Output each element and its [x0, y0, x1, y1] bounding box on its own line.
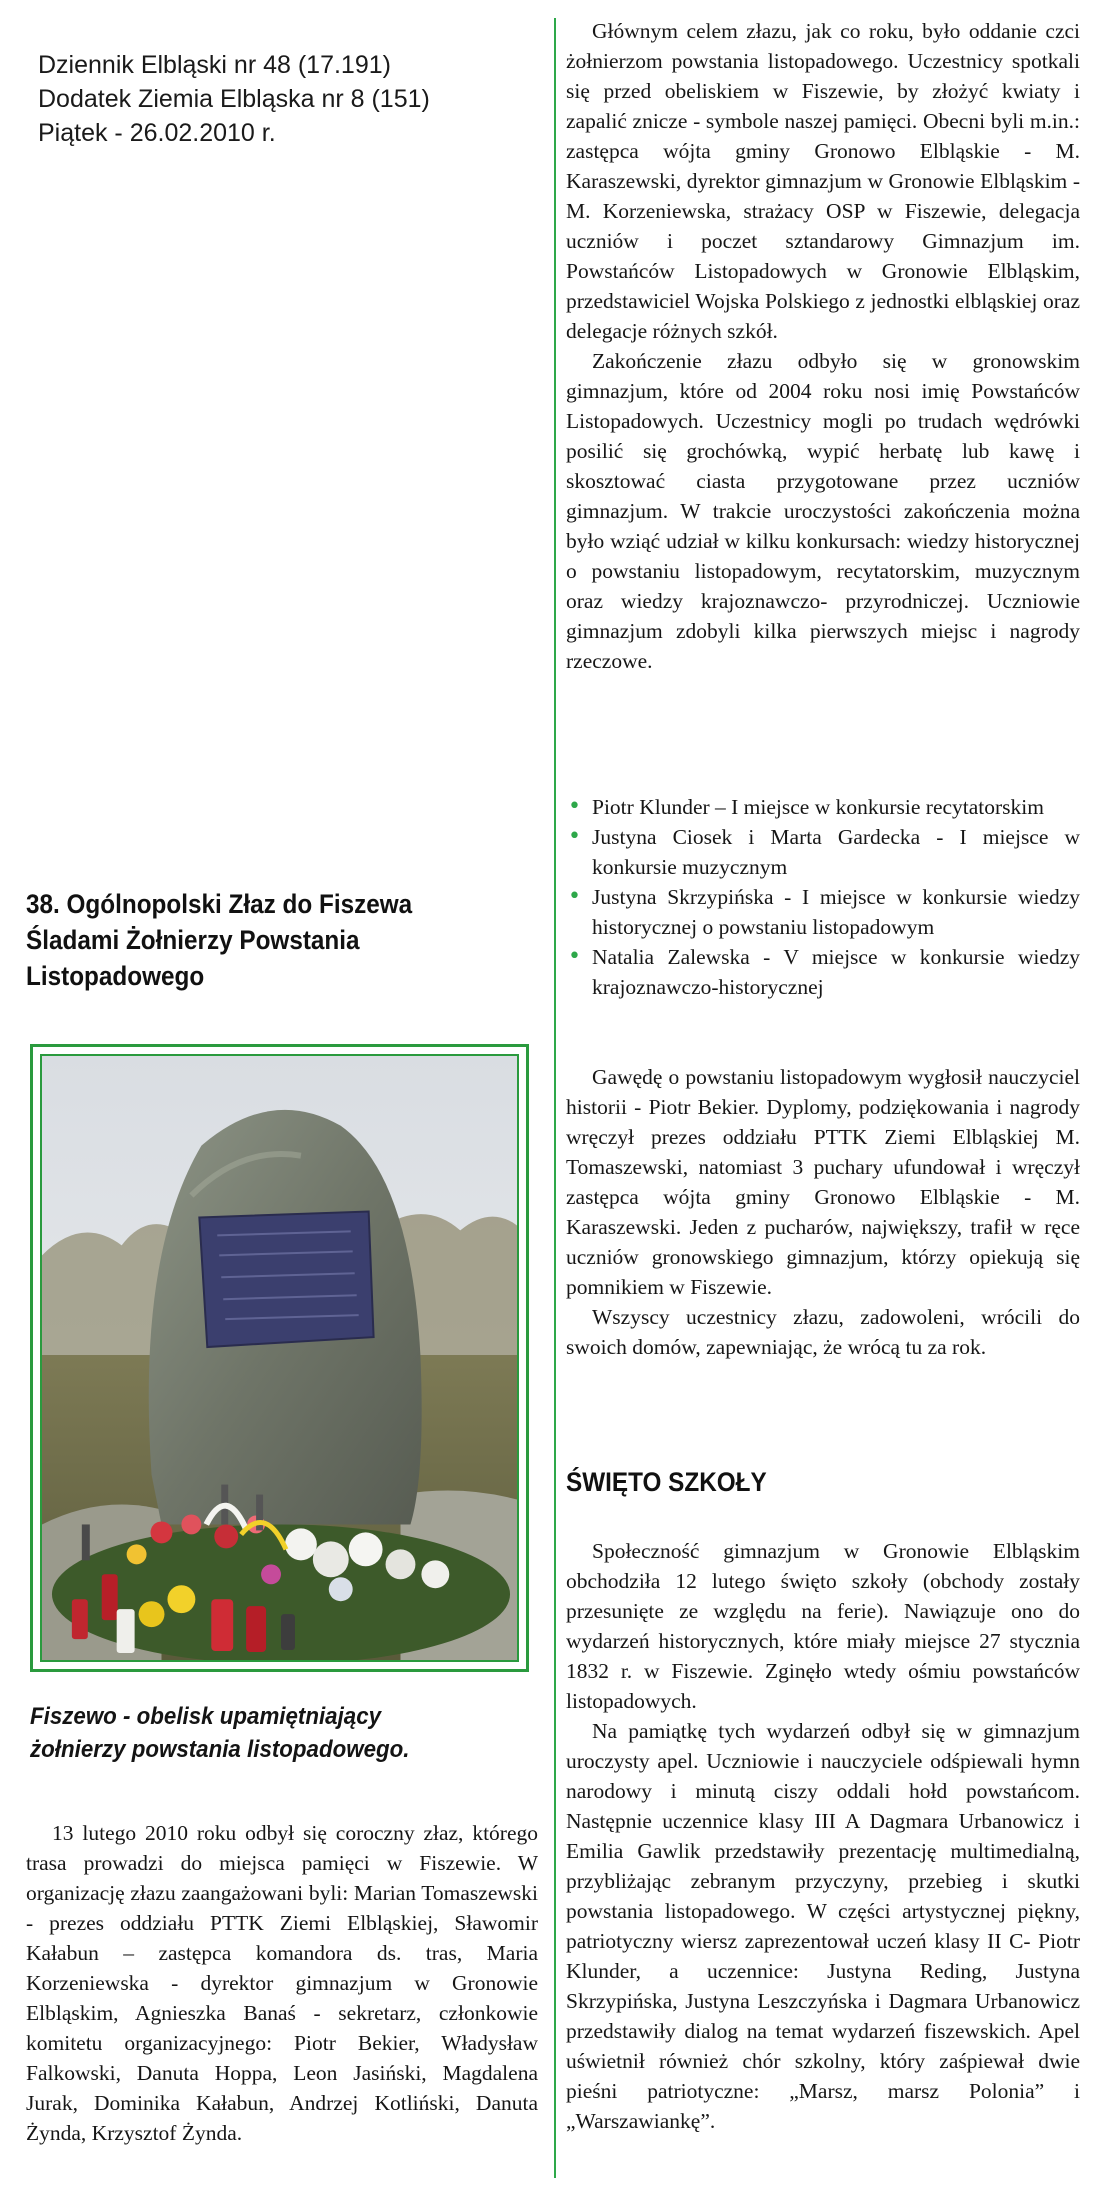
intro-paragraph: 13 lutego 2010 roku odbył się coroczny złaz, którego trasa prowadzi do miejsca pamięci w Fiszewie. W organizację złazu zaangażowani byli: Marian Tomaszewski - prezes oddziału PTTK Ziemi Elbląskiej, Sławomir Kałabun – zastępca komandora ds. tras, Maria Korzeniewska - dyrektor gimnazjum w Gronowie Elbląskim, Agnieszka Banaś - sekretarz, członkowie komitetu organizacyjnego: Piotr Bekier, Władysław Falkowski, Danuta Hoppa, Leon Jasiński, Magdalena Jurak, Dominika Kałabun, Andrzej Kotliński, Danuta Żynda, Krzysztof Żynda.: [26, 1821, 538, 2145]
article-main-text: [566, 16, 1080, 676]
bullet-icon: •: [568, 884, 581, 909]
header-line-3: Piątek - 26.02.2010 r.: [38, 119, 276, 147]
article-closing-text: [566, 1062, 1080, 1362]
article-title: 38. Ogólnopolski Złaz do Fiszewa Śladami Żołnierzy Powstania Listopadowego: [26, 889, 413, 991]
header-line-1: Dziennik Elbląski nr 48 (17.191): [38, 51, 391, 79]
obelisk-photo-icon: [40, 1054, 519, 1662]
awards-list: [566, 792, 1080, 1002]
header-line-2: Dodatek Ziemia Elbląska nr 8 (151): [38, 85, 430, 113]
list-item: • Piotr Klunder – I miejsce w konkursie recytatorskim: [566, 792, 1080, 822]
bullet-icon: •: [568, 824, 581, 849]
section-paragraph-1: Społeczność gimnazjum w Gronowie Elbląskim obchodziła 12 lutego święto szkoły (obchody zostały przesunięte ze względu na ferie). Nawiązuje ono do wydarzeń historycznych, które miały miejsce 27 stycznia 1832 r. w Fiszewie. Zginęło wtedy ośmiu powstańców listopadowych.: [566, 1539, 1080, 1713]
article-paragraph-3: Gawędę o powstaniu listopadowym wygłosił nauczyciel historii - Piotr Bekier. Dyplomy, podziękowania i nagrody wręczył prezes oddziału PTTK Ziemi Elbląskiej M. Tomaszewski, natomiast 3 puchary ufundował i wręczył zastępca wójta gminy Gronowo Elbląskie - M. Karaszewski. Jeden z pucharów, największy, trafił w ręce uczniów gronowskiego gimnazjum, którzy opiekują się pomnikiem w Fiszewie.: [566, 1065, 1080, 1299]
caption-line-2: żołnierzy powstania listopadowego.: [30, 1736, 410, 1763]
bullet-icon: •: [568, 944, 581, 969]
article-paragraph-2: Zakończenie złazu odbyło się w gronowskim gimnazjum, które od 2004 roku nosi imię Powstańców Listopadowych. Uczestnicy mogli po trudach wędrówki posilić się grochówką, wypić herbatę lub kawę i skosztować ciasta przygotowane przez uczniów gimnazjum. W trakcie uroczystości zakończenia można było wziąć udział w kilku konkursach: wiedzy historycznej o powstaniu listopadowym, recytatorskim, muzycznym oraz wiedzy krajoznawczo- przyrodniczej. Uczniowie gimnazjum zdobyli kilka pierwszych miejsc i nagrody rzeczowe.: [566, 349, 1080, 673]
column-divider: [554, 18, 556, 2178]
list-item: • Justyna Ciosek i Marta Gardecka - I miejsce w konkursie muzycznym: [568, 824, 1080, 879]
newspaper-header: [38, 48, 430, 150]
section-paragraph-2: Na pamiątkę tych wydarzeń odbył się w gimnazjum uroczysty apel. Uczniowie i nauczyciele odśpiewali hymn narodowy i minutą ciszy oddali hołd powstańcom. Następnie uczennice klasy III A Dagmara Urbanowicz i Emilia Gawlik przedstawiły prezentację multimedialną, przybliżając zebranym przyczyny, przebieg i skutki powstania listopadowego. W części artystycznej piękny, patriotyczny wiersz zaprezentował uczeń klasy II C- Piotr Klunder, a uczennice: Justyna Reding, Justyna Skrzypińska, Justyna Leszczyńska i Dagmara Urbanowicz przedstawiły dialog na temat wydarzeń fiszewskich. Apel uświetnił również chór szkolny, który zaśpiewał dwie pieśni patriotyczne: „Marsz, marsz Polonia” i „Warszawiankę”.: [566, 1719, 1080, 2133]
list-item: • Justyna Skrzypińska - I miejsce w konkursie wiedzy historycznej o powstaniu listopadowym: [568, 884, 1080, 939]
photo-caption: [30, 1700, 502, 1766]
article-paragraph-4: Wszyscy uczestnicy złazu, zadowoleni, wrócili do swoich domów, zapewniając, że wrócą tu za rok.: [566, 1305, 1080, 1359]
caption-line-1: Fiszewo - obelisk upamiętniający: [30, 1703, 382, 1730]
article-paragraph-1: Głównym celem złazu, jak co roku, było oddanie czci żołnierzom powstania listopadowego. Uczestnicy spotkali się przed obeliskiem w Fiszewie, by złożyć kwiaty i zapalić znicze - symbole naszej pamięci. Obecni byli m.in.: zastępca wójta gminy Gronowo Elbląskie - M. Karaszewski, dyrektor gimnazjum w Gronowie Elbląskim - M. Korzeniewska, strażacy OSP w Fiszewie, delegacja uczniów i poczet sztandarowy Gimnazjum im. Powstańców Listopadowych w Gronowie Elbląskim, przedstawiciel Wojska Polskiego z jednostki elbląskiej oraz delegacje różnych szkół.: [566, 19, 1080, 343]
bullet-icon: •: [568, 794, 581, 819]
photo-frame: [30, 1044, 529, 1672]
article-intro: [26, 1818, 538, 2148]
list-item: • Natalia Zalewska - V miejsce w konkursie wiedzy krajoznawczo-historycznej: [568, 944, 1080, 999]
section-body: [566, 1536, 1080, 2136]
section-title: ŚWIĘTO SZKOŁY: [566, 1467, 767, 1497]
